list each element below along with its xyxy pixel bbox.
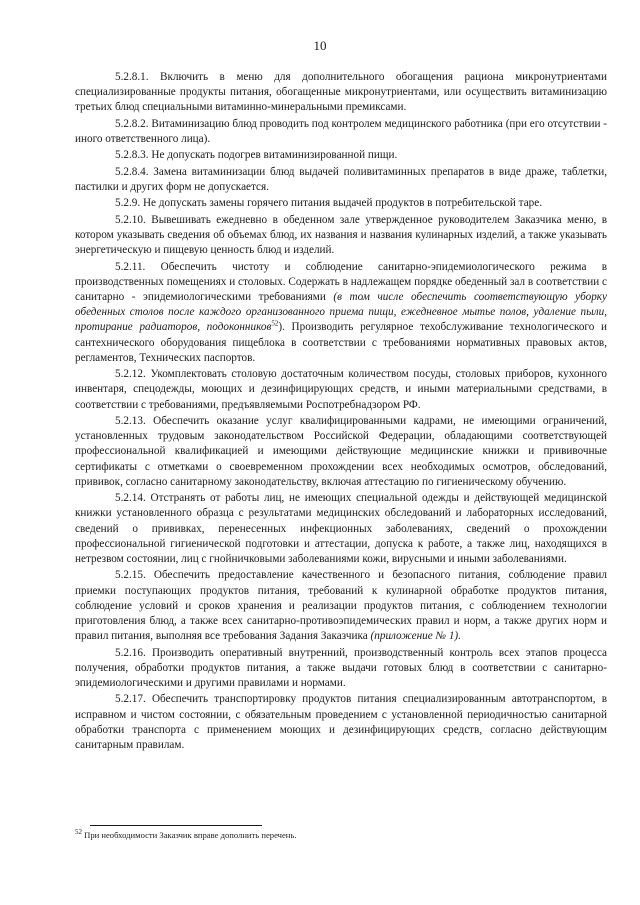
footnote-reference: 52 <box>271 319 279 328</box>
paragraph-5-2-11-text: 5.2.11. Обеспечить чистоту и соблюдение санитарно-эпидемиологического режима в производственных помещениях и столовых. Содержать в надлежащем порядке обеденный зал в соответствии с санитарно - эпидемиологическими требованиями <box>75 260 607 303</box>
paragraph-5-2-9: 5.2.9. Не допускать замены горячего питания выдачей продуктов в потребительской таре. <box>115 197 543 210</box>
paragraph-5-2-11-continuation: ). Производить регулярное техобслуживание технологического и сантехнического оборудования пищеблока в соответствии с требованиями нормативных правовых актов, регламентов, Технических паспортов. <box>75 321 607 364</box>
footnote <box>75 830 607 841</box>
paragraph-5-2-15-italic: (приложение № 1). <box>370 630 461 643</box>
paragraph-5-2-15 <box>75 568 607 644</box>
paragraph-5-2-8-2: 5.2.8.2. Витаминизацию блюд проводить под контролем медицинского работника (при его отсутствии - иного ответственного лица). <box>75 117 607 145</box>
paragraph-5-2-17: 5.2.17. Обеспечить транспортировку продуктов питания специализированным автотранспортом, в исправном и чистом состоянии, с обязательным проведением с установленной периодичностью санитарной обработки транспорта с применением моющих и дезинфицирующих средств, согласно действующим санитарным правилам. <box>75 693 607 751</box>
paragraph-5-2-12: 5.2.12. Укомплектовать столовую достаточным количеством посуды, столовых приборов, кухонного инвентаря, спецодежды, моющих и дезинфицирующих средств, и иными материальными средствами, в соответствии с требованиями, предъявляемыми Роспотребнадзором РФ. <box>75 368 607 411</box>
page-number: 10 <box>313 38 327 53</box>
paragraph-5-2-16: 5.2.16. Производить оперативный внутренний, производственный контроль всех этапов процесса получения, обработки продуктов питания, а также выдачи готовых блюд в соответствии с санитарно-эпидемиологическими и другими правилами и нормами. <box>75 646 607 689</box>
paragraph-5-2-15-text: 5.2.15. Обеспечить предоставление качественного и безопасного питания, соблюдение правил приемки поступающих продуктов питания, требований к кулинарной обработке продуктов питания, соблюдение условий и сроков хранения и реализации продуктов питания, с соблюдением технологии приготовления блюд, а также всех санитарно-противоэпидемических правил и норм, а также других норм и правил питания, выполняя все требования Задания Заказчика <box>75 569 607 643</box>
paragraph-5-2-11-italic: (в том числе обеспечить соответствующую уборку обеденных столов после каждого организованного приема пищи, ежедневное мытье полов, удаление пыли, протирание радиаторов, подоконников <box>75 290 607 334</box>
paragraph-5-2-10: 5.2.10. Вывешивать ежедневно в обеденном зале утвержденное руководителем Заказчика меню, в котором указывать сведения об объемах блюд, их названия и названия кулинарных изделий, а также указывать энергетическую и пищевую ценность блюд и изделий. <box>75 213 607 257</box>
paragraph-5-2-11 <box>75 260 607 366</box>
paragraph-5-2-14: 5.2.14. Отстранять от работы лиц, не имеющих специальной одежды и действующей медицинской книжки установленного образца с результатами медицинских обследований и лабораторных исследований, сведений о прививках, перенесенных инфекционных заболеваниях, сведений о прохождении профессиональной гигиенической подготовки и аттестации, допуска к работе, а также лиц, находящихся в нетрезвом состоянии, лиц с гнойничковыми заболеваниями кожи, вирусными и иными заболеваниями. <box>75 492 607 565</box>
footnote-separator <box>90 825 262 826</box>
paragraph-5-2-8-3: 5.2.8.3. Не допускать подогрев витаминизированной пищи. <box>115 149 398 162</box>
footnote-mark: 52 <box>75 828 82 837</box>
paragraph-5-2-13: 5.2.13. Обеспечить оказание услуг квалифицированными кадрами, не имеющими ограничений, установленных трудовым законодательством Российской Федерации, обладающими соответствующей профессиональной квалификацией и имеющими действующие медицинские книжки и прививочные сертификаты с отметками о своевременном прохождении всех необходимых осмотров, обследований, прививок, согласно санитарному законодательству, включая аттестацию по гигиеническому обучению. <box>75 414 607 488</box>
paragraph-5-2-8-4: 5.2.8.4. Замена витаминизации блюд выдачей поливитаминных препаратов в виде драже, таблетки, пастилки и других форм не допускается. <box>75 165 607 193</box>
document-body <box>75 70 607 754</box>
footnote-text: При необходимости Заказчик вправе дополнить перечень. <box>82 830 297 840</box>
paragraph-5-2-8-1: 5.2.8.1. Включить в меню для дополнительного обогащения рациона микронутриентами специализированные продукты питания, обогащенные микронутриентами, или осуществить витаминизацию третьих блюд специальными витаминно-минеральными премиксами. <box>75 71 607 114</box>
